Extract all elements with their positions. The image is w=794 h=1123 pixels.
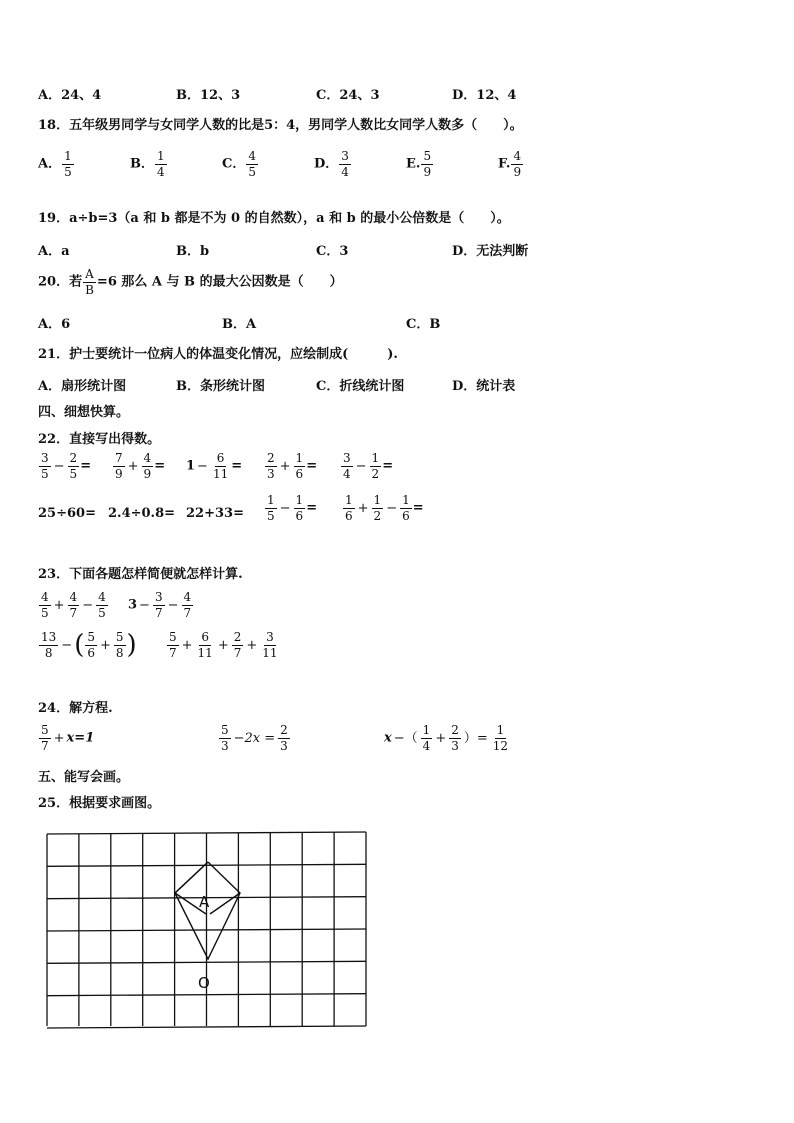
section-4-heading: 四、细想快算。	[38, 405, 130, 420]
q23-expr1: $\frac{4}{5}$ + $\frac{4}{7}$ − $\frac{4}{5}$	[41, 590, 106, 620]
q18-option-b: B． $\frac{1}{4}$	[130, 149, 165, 179]
q22-row1-item2: $\frac{7}{9}$ + $\frac{4}{9}$ =	[115, 451, 166, 481]
q25-grid	[44, 822, 370, 1030]
q22-row2-item4: $\frac{1}{5}$ − $\frac{1}{6}$ =	[267, 493, 318, 523]
q22-row1-item3: 1 − $\frac{6}{11}$ =	[186, 451, 243, 481]
q24-equation3: x −（ $\frac{1}{4}$ + $\frac{2}{3}$ ）= $\frac{1}{12}$	[384, 723, 509, 753]
q17-option-c: C．24、3	[316, 88, 380, 103]
q24-equation2: $\frac{5}{3}$ −2x = $\frac{2}{3}$	[221, 723, 288, 753]
q17-option-d: D．12、4	[452, 88, 517, 103]
q22-row2-item1: 25÷60=	[38, 506, 96, 521]
q22-row2-item2: 2.4÷0.8=	[108, 506, 176, 521]
q18-stem: 18．五年级男同学与女同学人数的比是5：4，男同学人数比女同学人数多（ ）。	[38, 118, 523, 133]
q24-stem: 24．解方程.	[38, 701, 113, 716]
q20-option-b: B．A	[222, 317, 257, 332]
grid-lines	[47, 832, 366, 1028]
q22-row1-item5: $\frac{3}{4}$ − $\frac{1}{2}$ =	[343, 451, 394, 481]
q21-option-d: D．统计表	[452, 379, 516, 394]
section-5-heading: 五、能写会画。	[38, 770, 130, 785]
q22-row2-item3: 22+33=	[186, 506, 244, 521]
q20-stem: 20．若 $\frac{A}{B}$ =6 那么 A 与 B 的最大公因数是（ ）	[38, 267, 343, 297]
point-a-label: A	[199, 893, 210, 911]
kite-top-left	[175, 862, 208, 893]
q23-expr2: 3 − $\frac{3}{7}$ − $\frac{4}{7}$	[128, 590, 192, 620]
q18-option-f: F. $\frac{4}{9}$	[498, 149, 522, 179]
q19-option-a: A．a	[38, 244, 70, 259]
q23-stem: 23．下面各题怎样简便就怎样计算.	[38, 567, 243, 582]
q20-fraction: $\frac{A}{B}$	[85, 267, 94, 297]
q24-equation1: $\frac{5}{7}$ + x=1	[41, 723, 95, 753]
q17-option-b: B．12、3	[176, 88, 241, 103]
q18-option-d: D． $\frac{3}{4}$	[314, 149, 349, 179]
q18-option-e: E. $\frac{5}{9}$	[406, 149, 432, 179]
q18-option-a: A． $\frac{1}{5}$	[38, 149, 72, 179]
q18-option-c: C． $\frac{4}{5}$	[222, 149, 256, 179]
q19-stem: 19．a÷b=3（a 和 b 都是不为 0 的自然数），a 和 b 的最小公倍数是（ ）。	[38, 211, 510, 226]
q22-row1-item1: $\frac{3}{5}$ − $\frac{2}{5}$ =	[41, 451, 92, 481]
point-o-label: O	[198, 974, 210, 992]
q21-option-b: B．条形统计图	[176, 379, 265, 394]
q21-stem: 21．护士要统计一位病人的体温变化情况，应绘制成( ).	[38, 347, 398, 362]
grid-horizontal-line	[47, 1026, 366, 1028]
q19-option-b: B．b	[176, 244, 210, 259]
q20-option-a: A．6	[38, 317, 71, 332]
q20-option-c: C．B	[406, 317, 441, 332]
q23-expr3: $\frac{13}{8}$ −( $\frac{5}{6}$ + $\frac{5}{8}$ )	[41, 630, 137, 661]
q23-expr4: $\frac{5}{7}$ + $\frac{6}{11}$ + $\frac{2}{7}$ + $\frac{3}{11}$	[169, 630, 278, 660]
q21-option-a: A．扇形统计图	[38, 379, 127, 394]
q19-option-c: C．3	[316, 244, 349, 259]
q17-option-a: A．24、4	[38, 88, 102, 103]
q22-stem: 22．直接写出得数。	[38, 432, 161, 447]
q19-option-d: D．无法判断	[452, 244, 529, 259]
q22-row1-item4: $\frac{2}{3}$ + $\frac{1}{6}$ =	[267, 451, 318, 481]
q21-option-c: C．折线统计图	[316, 379, 405, 394]
q22-row2-item5: $\frac{1}{6}$ + $\frac{1}{2}$ − $\frac{1}{6}$ =	[345, 493, 424, 523]
q25-stem: 25．根据要求画图。	[38, 796, 161, 811]
